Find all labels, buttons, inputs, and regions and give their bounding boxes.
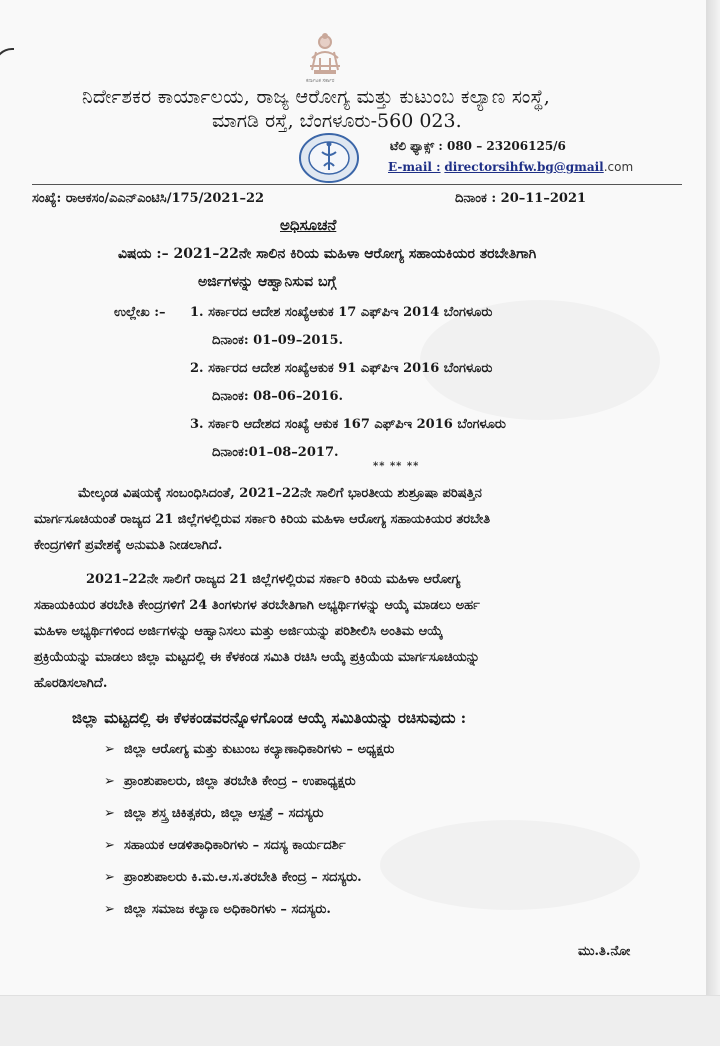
reference-item: 1. ಸರ್ಕಾರದ ಆದೇಶ ಸಂಖ್ಯೆಆಕುಕ 17 ಎಫ್‌ಪಿಇ 2014 ಬೆಂಗಳೂರು xyxy=(190,305,493,320)
committee-member xyxy=(104,806,324,821)
paragraph-line: ಮೇಲ್ಕಂಡ ವಿಷಯಕ್ಕೆ ಸಂಬಂಧಿಸಿದಂತೆ, 2021–22ನೇ ಸಾಲಿಗೆ ಭಾರತೀಯ ಶುಶ್ರೂಷಾ ಪರಿಷತ್ತಿನ xyxy=(78,486,482,501)
arrow-bullet-icon: ➢ xyxy=(104,742,115,757)
header-divider xyxy=(32,184,682,185)
office-name: ನಿರ್ದೇಶಕರ ಕಾರ್ಯಾಲಯ, ರಾಜ್ಯ ಆರೋಗ್ಯ ಮತ್ತು ಕುಟುಂಬ ಕಲ್ಯಾಣ ಸಂಸ್ಥೆ, xyxy=(82,86,551,108)
paragraph-line: 2021–22ನೇ ಸಾಲಿಗೆ ರಾಜ್ಯದ 21 ಜಿಲ್ಲೆಗಳಲ್ಲಿರುವ ಸರ್ಕಾರಿ ಕಿರಿಯ ಮಹಿಳಾ ಆರೋಗ್ಯ xyxy=(86,572,461,587)
viewer-bottom-bar xyxy=(0,995,720,1046)
subject-line-1: ವಿಷಯ :– 2021–22ನೇ ಸಾಲಿನ ಕಿರಿಯ ಮಹಿಳಾ ಆರೋಗ್ಯ ಸಹಾಯಕಿಯರ ತರಬೇತಿಗಾಗಿ xyxy=(118,246,537,262)
email-link[interactable]: directorsihfw.bg@gmail xyxy=(444,160,604,174)
member-text: ಪ್ರಾಂಶುಪಾಲರು, ಜಿಲ್ಲಾ ತರಬೇತಿ ಕೇಂದ್ರ – ಉಪಾಧ್ಯಕ್ಷರು xyxy=(124,774,356,789)
member-text: ಸಹಾಯಕ ಆಡಳಿತಾಧಿಕಾರಿಗಳು – ಸದಸ್ಯ ಕಾರ್ಯದರ್ಶಿ xyxy=(124,838,346,853)
subject-line-2: ಅರ್ಜಿಗಳನ್ನು ಆಹ್ವಾನಿಸುವ ಬಗ್ಗೆ xyxy=(198,274,337,290)
email-label: E-mail : xyxy=(388,160,441,174)
committee-heading: ಜಿಲ್ಲಾ ಮಟ್ಟದಲ್ಲಿ ಈ ಕೆಳಕಂಡವರನ್ನೊಳಗೊಂಡ ಆಯ್ಕೆ ಸಮಿತಿಯನ್ನು ರಚಿಸುವುದು : xyxy=(72,709,467,727)
arrow-bullet-icon: ➢ xyxy=(104,870,115,885)
paragraph-1 xyxy=(34,481,674,559)
scan-smudge xyxy=(380,820,640,910)
paragraph-line: ಮಾರ್ಗಸೂಚಿಯಂತೆ ರಾಜ್ಯದ 21 ಜಿಲ್ಲೆಗಳಲ್ಲಿರುವ ಸರ್ಕಾರಿ ಕಿರಿಯ ಮಹಿಳಾ ಆರೋಗ್ಯ ಸಹಾಯಕಿಯರ ತರಬೇತಿ xyxy=(34,512,491,527)
reference-date: ದಿನಾಂಕ: 01–09–2015. xyxy=(212,333,344,348)
member-text: ಜಿಲ್ಲಾ ಶಸ್ತ್ರ ಚಿಕಿತ್ಸಕರು, ಜಿಲ್ಲಾ ಆಸ್ಪತ್ರೆ – ಸದಸ್ಯರು xyxy=(124,806,324,821)
reference-number: ಸಂಖ್ಯೆ: ರಾಆಕಸಂ/ಎಎನ್ಎಂಟಿಸಿ/175/2021–22 xyxy=(32,191,265,206)
member-text: ಜಿಲ್ಲಾ ಸಮಾಜ ಕಲ್ಯಾಣ ಅಧಿಕಾರಿಗಳು – ಸದಸ್ಯರು. xyxy=(124,902,331,917)
committee-member xyxy=(104,870,362,885)
institute-seal-icon xyxy=(298,132,360,184)
arrow-bullet-icon: ➢ xyxy=(104,806,115,821)
telefax: ಟೆಲಿ ಫ್ಯಾಕ್ಸ್ : 080 – 23206125/6 xyxy=(390,139,566,153)
email-suffix: .com xyxy=(603,160,634,174)
paragraph-2 xyxy=(34,567,674,697)
paragraph-line: ಕೇಂದ್ರಗಳಿಗೆ ಪ್ರವೇಶಕ್ಕೆ ಅನುಮತಿ ನೀಡಲಾಗಿದೆ. xyxy=(34,538,223,553)
notification-title: ಅಧಿಸೂಚನೆ xyxy=(280,216,337,234)
committee-member xyxy=(104,902,331,917)
continued-note: ಮು.ತಿ.ನೋ xyxy=(578,944,631,959)
committee-member xyxy=(104,774,356,789)
karnataka-emblem-icon xyxy=(300,28,350,78)
paragraph-line: ಸಹಾಯಕಿಯರ ತರಬೇತಿ ಕೇಂದ್ರಗಳಿಗೆ 24 ತಿಂಗಳುಗಳ ತರಬೇತಿಗಾಗಿ ಅಭ್ಯರ್ಥಿಗಳನ್ನು ಆಯ್ಕೆ ಮಾಡಲು ಅರ್ಹ xyxy=(34,598,480,613)
emblem-caption: ಕರ್ನಾಟಕ ಸರ್ಕಾರ xyxy=(306,78,335,84)
page-edge xyxy=(706,0,720,995)
email-line xyxy=(388,160,633,174)
page-curl xyxy=(0,48,14,80)
reference-date: ದಿನಾಂಕ: 08–06–2016. xyxy=(212,389,344,404)
reference-item: 3. ಸರ್ಕಾರಿ ಆದೇಶದ ಸಂಖ್ಯೆ ಆಕುಕ 167 ಎಫ್‌ಪಿಇ 2016 ಬೆಂಗಳೂರು xyxy=(190,417,506,432)
committee-member xyxy=(104,742,394,757)
paragraph-line: ಮಹಿಳಾ ಅಭ್ಯರ್ಥಿಗಳಿಂದ ಅರ್ಜಿಗಳನ್ನು ಆಹ್ವಾನಿಸಲು ಮತ್ತು ಅರ್ಜಿಯನ್ನು ಪರಿಶೀಲಿಸಿ ಅಂತಿಮ ಆಯ್ಕೆ xyxy=(34,624,443,639)
committee-member xyxy=(104,838,346,853)
reference-item: 2. ಸರ್ಕಾರದ ಆದೇಶ ಸಂಖ್ಯೆಆಕುಕ 91 ಎಫ್‌ಪಿಇ 2016 ಬೆಂಗಳೂರು xyxy=(190,361,493,376)
arrow-bullet-icon: ➢ xyxy=(104,902,115,917)
section-separator: ** ** ** xyxy=(373,461,420,472)
office-address: ಮಾಗಡಿ ರಸ್ತೆ, ಬೆಂಗಳೂರು-560 023. xyxy=(212,110,462,132)
arrow-bullet-icon: ➢ xyxy=(104,838,115,853)
arrow-bullet-icon: ➢ xyxy=(104,774,115,789)
member-text: ಪ್ರಾಂಶುಪಾಲರು ಕಿ.ಮ.ಆ.ಸ.ತರಬೇತಿ ಕೇಂದ್ರ – ಸದಸ್ಯರು. xyxy=(124,870,362,885)
references-label: ಉಲ್ಲೇಖ :– xyxy=(114,305,166,320)
document-date: ದಿನಾಂಕ : 20–11–2021 xyxy=(455,191,587,206)
paragraph-line: ಹೊರಡಿಸಲಾಗಿದೆ. xyxy=(34,676,108,691)
member-text: ಜಿಲ್ಲಾ ಆರೋಗ್ಯ ಮತ್ತು ಕುಟುಂಬ ಕಲ್ಯಾಣಾಧಿಕಾರಿಗಳು – ಅಧ್ಯಕ್ಷರು xyxy=(124,742,395,757)
paragraph-line: ಪ್ರಕ್ರಿಯೆಯನ್ನು ಮಾಡಲು ಜಿಲ್ಲಾ ಮಟ್ಟದಲ್ಲಿ ಈ ಕೆಳಕಂಡ ಸಮಿತಿ ರಚಿಸಿ ಆಯ್ಕೆ ಪ್ರಕ್ರಿಯೆಯ ಮಾರ್ಗಸೂಚಿಯನ್ನು xyxy=(34,650,480,665)
reference-date: ದಿನಾಂಕ:01–08–2017. xyxy=(212,445,339,460)
